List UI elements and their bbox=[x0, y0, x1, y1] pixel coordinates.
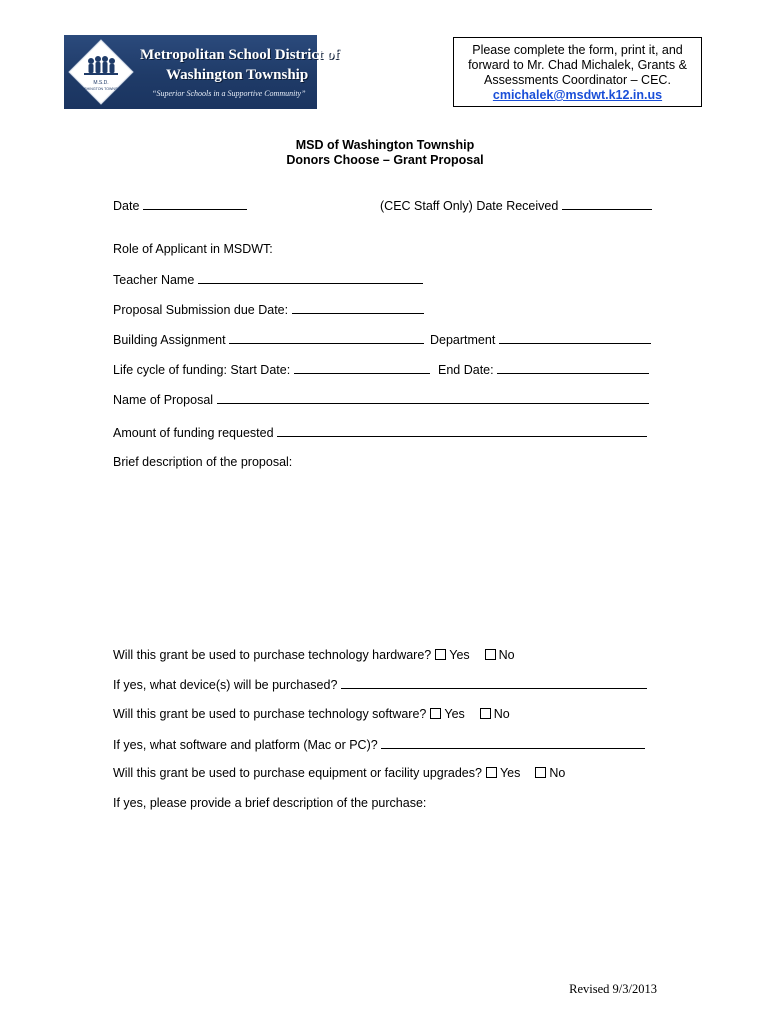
date-label: Date bbox=[113, 199, 140, 213]
date-received-label: (CEC Staff Only) Date Received bbox=[380, 199, 559, 213]
end-date-label: End Date: bbox=[438, 363, 494, 377]
software-yes-checkbox[interactable] bbox=[430, 708, 441, 719]
purchase-description-area[interactable] bbox=[113, 816, 653, 966]
svg-text:M.S.D.: M.S.D. bbox=[93, 80, 109, 86]
department-blank[interactable] bbox=[499, 332, 651, 344]
due-date-field bbox=[113, 302, 424, 317]
end-date-blank[interactable] bbox=[497, 362, 649, 374]
software-question bbox=[113, 707, 510, 721]
district-logo bbox=[64, 35, 340, 109]
date-blank[interactable] bbox=[143, 198, 247, 210]
hardware-yes-checkbox[interactable] bbox=[435, 649, 446, 660]
devices-blank[interactable] bbox=[341, 677, 647, 689]
teacher-name-blank[interactable] bbox=[198, 272, 423, 284]
start-date-field bbox=[113, 362, 430, 377]
platform-label: If yes, what software and platform (Mac or PC)? bbox=[113, 738, 378, 752]
devices-field bbox=[113, 677, 647, 692]
role-label: Role of Applicant in MSDWT: bbox=[113, 242, 273, 256]
proposal-name-field bbox=[113, 392, 649, 407]
department-field bbox=[430, 332, 651, 347]
instructions-line: forward to Mr. Chad Michalek, Grants & bbox=[468, 58, 687, 72]
description-label: Brief description of the proposal: bbox=[113, 455, 293, 469]
date-received-blank[interactable] bbox=[562, 198, 652, 210]
end-date-field bbox=[438, 362, 649, 377]
no-label: No bbox=[498, 648, 515, 662]
equipment-no-checkbox[interactable] bbox=[535, 767, 546, 778]
hardware-no-checkbox[interactable] bbox=[485, 649, 496, 660]
purchase-description-label: If yes, please provide a brief description of the purchase: bbox=[113, 796, 427, 810]
proposal-name-label: Name of Proposal bbox=[113, 393, 214, 407]
building-label: Building Assignment bbox=[113, 333, 226, 347]
start-date-label: Life cycle of funding: Start Date: bbox=[113, 363, 291, 377]
equipment-question bbox=[113, 766, 565, 780]
amount-blank[interactable] bbox=[277, 425, 647, 437]
logo-name-line2: Washington Township bbox=[166, 67, 309, 83]
email-link[interactable]: cmichalek@msdwt.k12.in.us bbox=[492, 88, 663, 102]
hardware-question-label: Will this grant be used to purchase technology hardware? bbox=[113, 648, 432, 662]
hardware-question bbox=[113, 648, 515, 662]
equipment-yes-checkbox[interactable] bbox=[486, 767, 497, 778]
no-label: No bbox=[549, 766, 566, 780]
svg-text:WASHINGTON TOWNSHIP: WASHINGTON TOWNSHIP bbox=[78, 87, 124, 91]
equipment-question-label: Will this grant be used to purchase equipment or facility upgrades? bbox=[113, 766, 482, 780]
instructions-box bbox=[453, 37, 702, 107]
form-subtitle: Donors Choose – Grant Proposal bbox=[286, 153, 484, 167]
teacher-name-field bbox=[113, 272, 423, 287]
building-field bbox=[113, 332, 424, 347]
start-date-blank[interactable] bbox=[294, 362, 430, 374]
amount-field bbox=[113, 425, 647, 440]
department-label: Department bbox=[430, 333, 496, 347]
building-blank[interactable] bbox=[229, 332, 424, 344]
yes-label: Yes bbox=[499, 766, 521, 780]
proposal-name-blank[interactable] bbox=[217, 392, 649, 404]
instructions-line: Please complete the form, print it, and bbox=[472, 43, 683, 57]
logo-tagline: “Superior Schools in a Supportive Community” bbox=[152, 89, 306, 98]
logo-name-line1: Metropolitan School District of bbox=[140, 47, 340, 63]
software-question-label: Will this grant be used to purchase technology software? bbox=[113, 707, 427, 721]
form-title: MSD of Washington Township bbox=[295, 138, 475, 152]
platform-blank[interactable] bbox=[381, 737, 645, 749]
yes-label: Yes bbox=[449, 648, 470, 662]
platform-field bbox=[113, 737, 645, 752]
due-date-blank[interactable] bbox=[292, 302, 424, 314]
amount-label: Amount of funding requested bbox=[113, 426, 274, 440]
due-date-label: Proposal Submission due Date: bbox=[113, 303, 289, 317]
date-field bbox=[113, 198, 247, 213]
description-area[interactable] bbox=[113, 475, 653, 635]
yes-label: Yes bbox=[444, 707, 465, 721]
instructions-line: Assessments Coordinator – CEC. bbox=[484, 73, 671, 87]
teacher-name-label: Teacher Name bbox=[113, 273, 195, 287]
district-emblem-icon bbox=[66, 37, 136, 107]
software-no-checkbox[interactable] bbox=[480, 708, 491, 719]
date-received-field bbox=[380, 198, 652, 213]
revision-note: Revised 9/3/2013 bbox=[569, 982, 657, 996]
devices-label: If yes, what device(s) will be purchased? bbox=[113, 678, 338, 692]
no-label: No bbox=[493, 707, 510, 721]
